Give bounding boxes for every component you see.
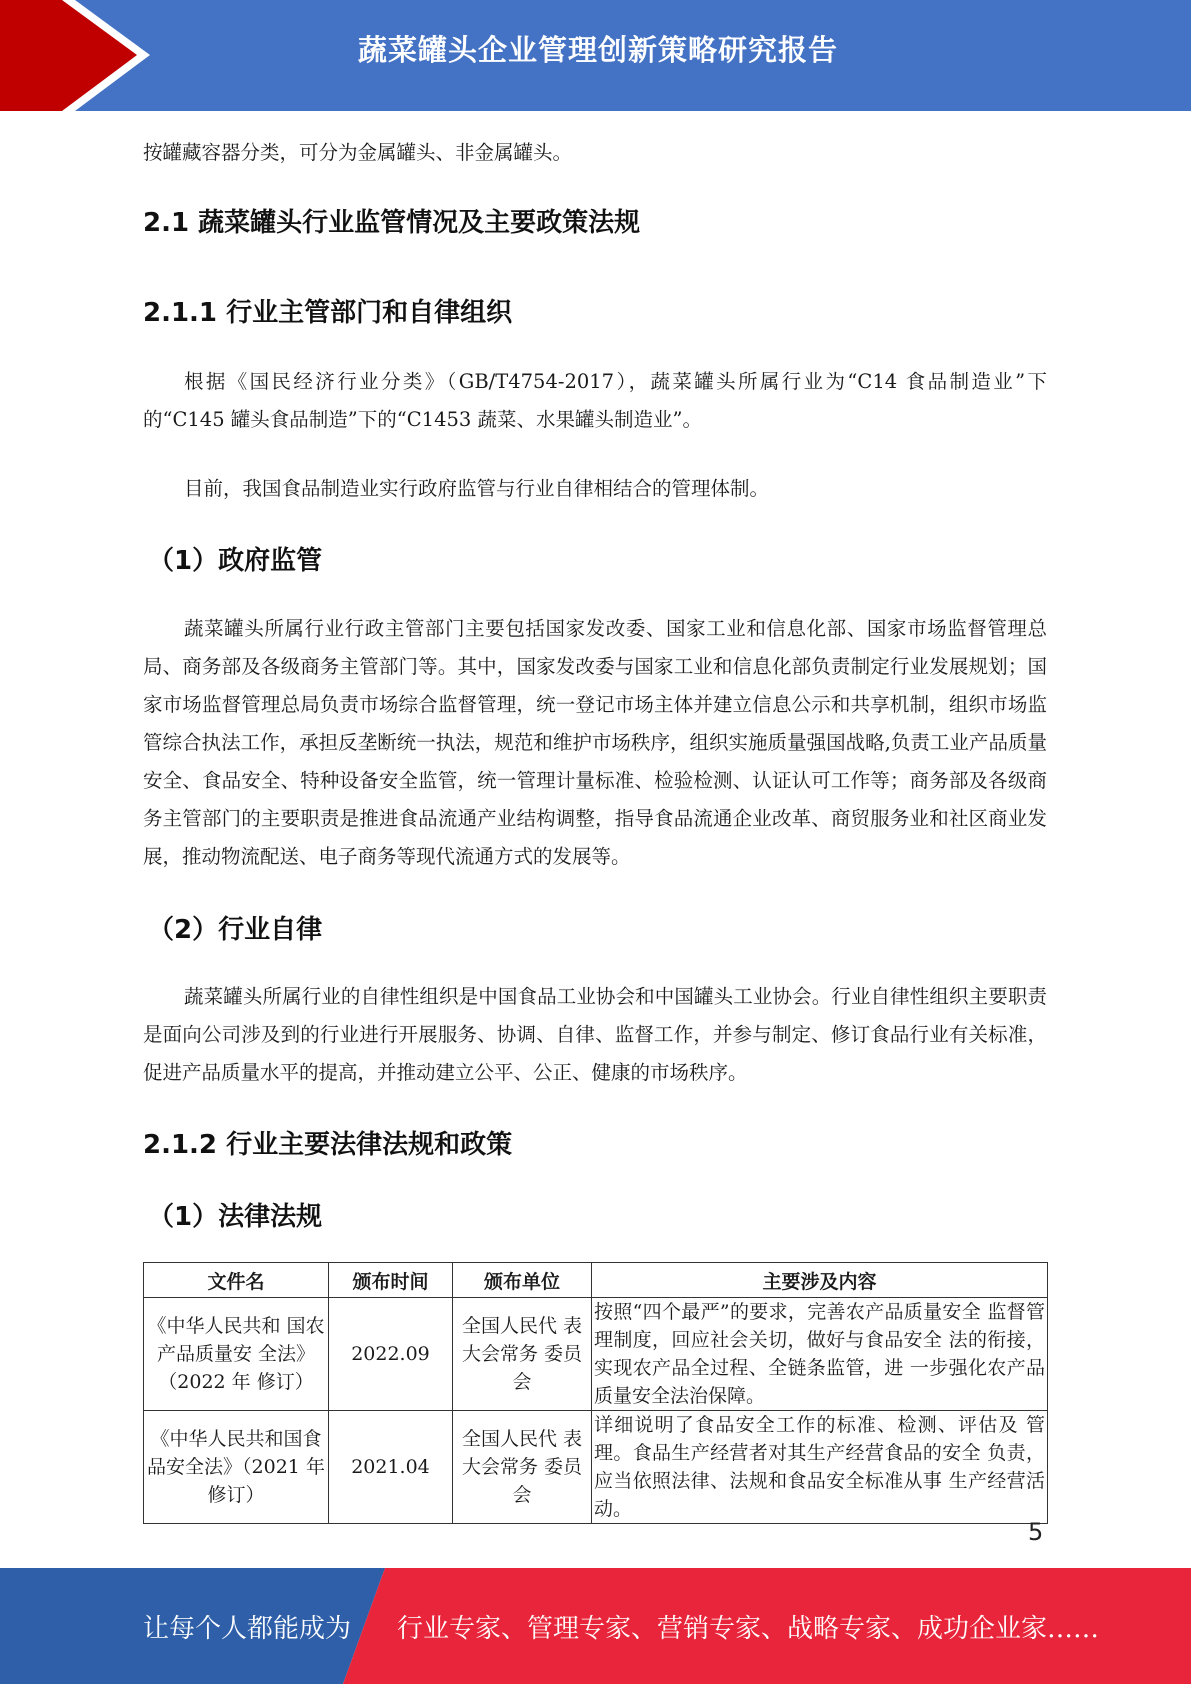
table-header-row: [144, 1263, 1048, 1298]
cell-content: 详细说明了食品安全工作的标准、检测、评估及 管理。食品生产经营者对其生产经营食品的安全 负责，应当依照法律、法规和食品安全标准从事 生产经营活动。: [592, 1411, 1048, 1524]
subheading-laws-regulations: （1）法律法规: [148, 1202, 323, 1232]
subheading-industry-self-discipline: （2）行业自律: [148, 915, 323, 945]
section-heading-2-1-1: 2.1.1 行业主管部门和自律组织: [143, 298, 513, 328]
laws-table: [143, 1262, 1048, 1524]
table-row: [144, 1298, 1048, 1411]
subheading-government-regulation: （1）政府监管: [148, 546, 323, 576]
footer-slogan-right: 行业专家、管理专家、营销专家、战略专家、成功企业家……: [397, 1614, 1100, 1644]
cell-date: 2021.04: [329, 1411, 453, 1524]
cell-file-name: 《中华人民共和国食品安全法》（2021 年修订）: [144, 1411, 329, 1524]
paragraph-industry-self-discipline: 蔬菜罐头所属行业的自律性组织是中国食品工业协会和中国罐头工业协会。行业自律性组织主要职责是面向公司涉及到的行业进行开展服务、协调、自律、监督工作，并参与制定、修订食品行业有关标准，促进产品质量水平的提高，并推动建立公平、公正、健康的市场秩序。: [143, 985, 1047, 1084]
table-row: [144, 1411, 1048, 1524]
column-header-file-name: 文件名: [144, 1263, 329, 1298]
page-footer: [0, 1568, 1191, 1684]
page-number: 5: [1028, 1518, 1044, 1546]
cell-issuer: 全国人民代 表大会常务 委员会: [453, 1411, 592, 1524]
cell-file-name: 《中华人民共和 国农产品质量安 全法》（2022 年 修订）: [144, 1298, 329, 1411]
paragraph-industry-classification: 根据《国民经济行业分类》（GB/T4754-2017），蔬菜罐头所属行业为“C14 食品制造业”下的“C145 罐头食品制造”下的“C1453 蔬菜、水果罐头制造业”。: [143, 370, 1047, 431]
cell-date: 2022.09: [329, 1298, 453, 1411]
section-heading-2-1-2: 2.1.2 行业主要法律法规和政策: [143, 1130, 513, 1160]
column-header-date: 颁布时间: [329, 1263, 453, 1298]
section-heading-2-1: 2.1 蔬菜罐头行业监管情况及主要政策法规: [143, 208, 641, 238]
footer-slogan-left: 让每个人都能成为: [143, 1614, 352, 1644]
cell-issuer: 全国人民代 表大会常务 委员会: [453, 1298, 592, 1411]
paragraph-government-regulation: 蔬菜罐头所属行业行政主管部门主要包括国家发改委、国家工业和信息化部、国家市场监督管理总局、商务部及各级商务主管部门等。其中，国家发改委与国家工业和信息化部负责制定行业发展规划；国家市场监督管理总局负责市场综合监督管理，统一登记市场主体并建立信息公示和共享机制，组织市场监管综合执法工作，承担反垄断统一执法，规范和维护市场秩序，组织实施质量强国战略,负责工业产品质量安全、食品安全、特种设备安全监管，统一管理计量标准、检验检测、认证认可工作等；商务部及各级商务主管部门的主要职责是推进食品流通产业结构调整，指导食品流通企业改革、商贸服务业和社区商业发展，推动物流配送、电子商务等现代流通方式的发展等。: [143, 617, 1047, 868]
column-header-issuer: 颁布单位: [453, 1263, 592, 1298]
cell-content: 按照“四个最严”的要求，完善农产品质量安全 监督管理制度，回应社会关切，做好与食品安全 法的衔接，实现农产品全过程、全链条监管，进 一步强化农产品质量安全法治保障。: [592, 1298, 1048, 1411]
page-header: [0, 0, 1191, 111]
intro-text: 按罐藏容器分类，可分为金属罐头、非金属罐头。: [143, 141, 573, 164]
column-header-content: 主要涉及内容: [592, 1263, 1048, 1298]
paragraph-management-system: 目前，我国食品制造业实行政府监管与行业自律相结合的管理体制。: [184, 477, 770, 500]
report-title: 蔬菜罐头企业管理创新策略研究报告: [358, 33, 839, 67]
